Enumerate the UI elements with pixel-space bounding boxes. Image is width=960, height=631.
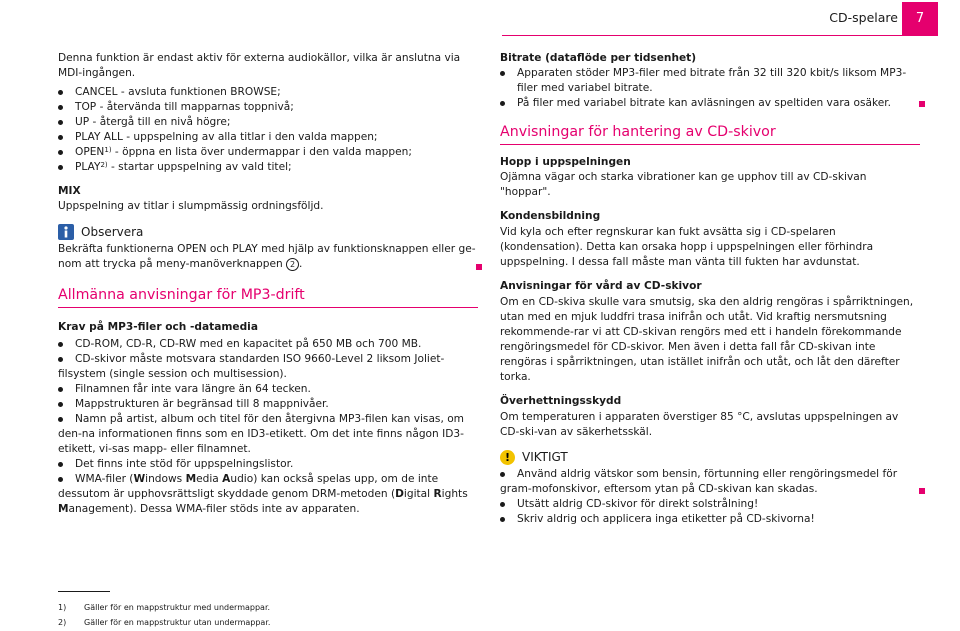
info-icon xyxy=(58,224,74,240)
page-number: 7 xyxy=(902,2,938,36)
play-text: - startar uppspelning av vald titel; xyxy=(107,161,292,173)
skip-heading: Hopp i uppspelningen xyxy=(500,156,631,168)
skip-text: Ojämna vägar och starka vibrationer kan ge upphov till av CD-skivan "hoppar". xyxy=(500,171,867,198)
footnote: 1) Gäller för en mappstruktur med undermappar. xyxy=(58,603,271,612)
list-item: Utsätt aldrig CD-skivor för direkt solstrålning! xyxy=(500,497,920,512)
intro-text: Denna funktion är endast aktiv för externa audiokällor, vilka är anslutna via MDI-ingången. xyxy=(58,52,461,79)
end-marker xyxy=(919,101,925,107)
req-heading: Krav på MP3-filer och -datamedia xyxy=(58,321,258,333)
warning-header xyxy=(500,450,920,465)
browse-list xyxy=(58,85,478,175)
right-column xyxy=(500,51,920,527)
list-item: UP - återgå till en nivå högre; xyxy=(58,115,478,130)
list-item: TOP - återvända till mapparnas toppnivå; xyxy=(58,100,478,115)
mix-title: MIX xyxy=(58,185,81,197)
warning-list xyxy=(500,467,920,527)
bitrate-list xyxy=(500,66,920,111)
list-item: Använd aldrig vätskor som bensin, förtunning eller rengöringsmedel för gram-mofonskivor, eftersom ytan på CD-skivan kan skadas. xyxy=(500,467,920,497)
cd-heading: Anvisningar för hantering av CD-skivor xyxy=(500,123,920,145)
heat-heading: Överhettningsskydd xyxy=(500,395,622,407)
list-item-wma: WMA-filer (Windows Media Audio) kan också spelas upp, om de inte dessutom är upphovsrättsligt skyddade genom DRM-metoden (Digital Rights Management). Dessa WMA-filer stöds inte av apparaten. xyxy=(58,472,478,517)
page-header xyxy=(0,0,960,36)
open-key: OPEN xyxy=(75,146,105,158)
list-item: Apparaten stöder MP3-filer med bitrate från 32 till 320 kbit/s liksom MP3-filer med variabel bitrate. xyxy=(500,66,920,96)
list-item: På filer med variabel bitrate kan avläsningen av speltiden vara osäker. xyxy=(500,96,920,111)
play-key: PLAY xyxy=(75,161,101,173)
header-rule xyxy=(502,35,902,36)
note-title: Observera xyxy=(81,224,144,239)
list-item: Det finns inte stöd för uppspelningslistor. xyxy=(58,457,478,472)
cond-heading: Kondensbildning xyxy=(500,210,601,222)
list-item: Skriv aldrig och applicera inga etiketter på CD-skivorna! xyxy=(500,512,920,527)
footnote: 2) Gäller för en mappstruktur utan undermappar. xyxy=(58,618,271,627)
heat-text: Om temperaturen i apparaten överstiger 85 °C, avslutas uppspelningen av CD-ski-van av säkerhetsskäl. xyxy=(500,411,899,438)
list-item: CANCEL - avsluta funktionen BROWSE; xyxy=(58,85,478,100)
list-item: PLAY ALL - uppspelning av alla titlar i den valda mappen; xyxy=(58,130,478,145)
bitrate-heading: Bitrate (dataflöde per tidsenhet) xyxy=(500,52,697,64)
list-item-open xyxy=(58,145,478,160)
care-heading: Anvisningar för vård av CD-skivor xyxy=(500,280,702,292)
req-list xyxy=(58,337,478,517)
note-text: Bekräfta funktionerna OPEN och PLAY med hjälp av funktionsknappen eller ge-nom att trycka på meny-manöverknappen 2 . xyxy=(58,243,476,270)
end-marker xyxy=(919,488,925,494)
open-text: - öppna en lista över undermappar i den valda mappen; xyxy=(111,146,412,158)
footnote-ref: 1) xyxy=(104,146,112,154)
list-item: Mappstrukturen är begränsad till 8 mappnivåer. xyxy=(58,397,478,412)
note-header xyxy=(58,224,478,240)
end-marker xyxy=(476,264,482,270)
warning-title: VIKTIGT xyxy=(522,450,568,464)
circle-number: 2 xyxy=(286,258,299,271)
list-item: Filnamnen får inte vara längre än 64 tecken. xyxy=(58,382,478,397)
mp3-heading: Allmänna anvisningar för MP3-drift xyxy=(58,286,478,308)
list-item: CD-ROM, CD-R, CD-RW med en kapacitet på 650 MB och 700 MB. xyxy=(58,337,478,352)
footnote-rule xyxy=(58,591,110,592)
footnote-ref: 2) xyxy=(100,161,108,169)
mix-text: Uppspelning av titlar i slumpmässig ordningsföljd. xyxy=(58,200,324,212)
care-text: Om en CD-skiva skulle vara smutsig, ska den aldrig rengöras i spårriktningen, utan med en mjuk luddfri trasa inifrån och utåt. Vid kraftig nersmutsning rekommende-rar vi att CD-skivan rengörs med ett i handeln förekommande rengöringsmedel för CD-skivor. Men även i detta fall får CD-skivan inte rengöras i spårriktningen, utan istället inifrån och utåt, och låt den därefter torka. xyxy=(500,296,914,383)
list-item-play xyxy=(58,160,478,175)
section-title: CD-spelare xyxy=(829,10,898,25)
warning-icon: ! xyxy=(500,450,515,465)
left-column xyxy=(58,51,478,517)
list-item: CD-skivor måste motsvara standarden ISO 9660-Level 2 liksom Joliet-filsystem (single session och multisession). xyxy=(58,352,478,382)
cond-text: Vid kyla och efter regnskurar kan fukt avsätta sig i CD-spelaren (kondensation). Detta kan orsaka hopp i uppspelningen eller förhindra uppspelning. I dessa fall måste man vänta till fukten har avdunstat. xyxy=(500,226,874,268)
list-item: Namn på artist, album och titel för den återgivna MP3-filen kan visas, om den-na informationen finns som en ID3-etikett. Om det inte finns någon ID3-etikett, vi-sas mapp- eller filnamnet. xyxy=(58,412,478,457)
